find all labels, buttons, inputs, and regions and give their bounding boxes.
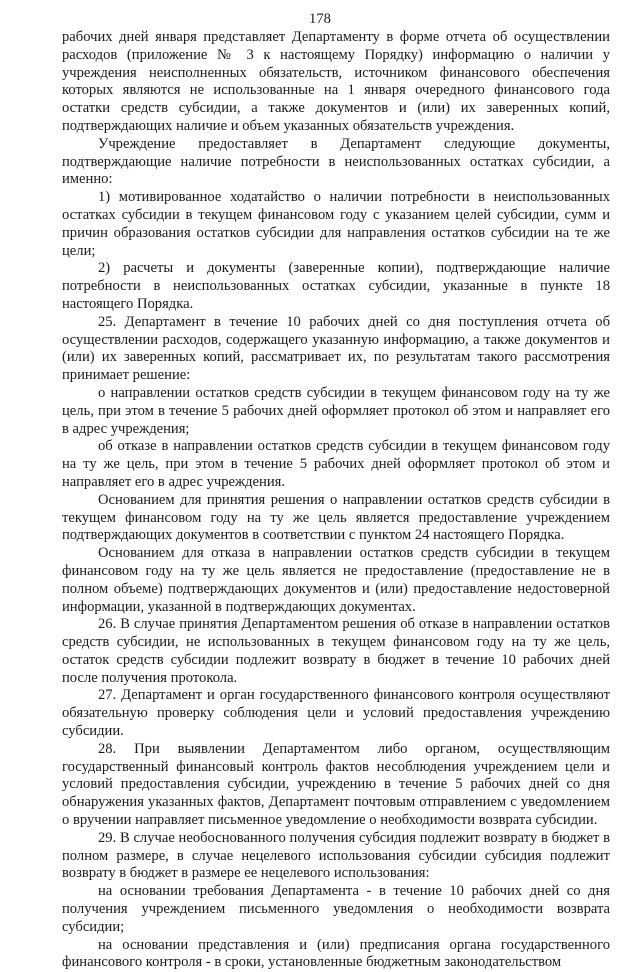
paragraph: Учреждение предоставляет в Департамент следующие документы, подтверждающие наличие потребности в неиспользованных остатках субсидии, а именно: bbox=[62, 135, 610, 188]
paragraph: об отказе в направлении остатков средств субсидии в текущем финансовом году на ту же цель, при этом в течение 5 рабочих дней оформляет протокол об этом и направляет его в адрес учреждения. bbox=[62, 438, 610, 490]
paragraph: 28. При выявлении Департаментом либо органом, осуществляющим государственный финансовый контроль фактов несоблюдения учреждением цели и условий предоставления субсидии, учреждению в течение 5 рабочих дней со дня обнаружения указанных фактов, Департамент почтовым отправлением с уведомлением о вручении направляет письменное уведомление о необходимости возврата субсидии. bbox=[62, 740, 610, 829]
page-number: 178 bbox=[309, 11, 331, 27]
paragraph: 26. В случае принятия Департаментом решения об отказе в направлении остатков средств субсидии, не использованных в текущем финансовом году на ту же цель, остаток средств субсидии подлежит возврату в бюджет в течение 10 рабочих дней после получения протокола. bbox=[62, 616, 610, 686]
paragraph: о направлении остатков средств субсидии в текущем финансовом году на ту же цель, при этом в течение 5 рабочих дней оформляет протокол об этом и направляет его в адрес учреждения; bbox=[62, 384, 610, 437]
paragraph: на основании представления и (или) предписания органа государственного финансового контроля - в сроки, установленные бюджетным законодательством bbox=[62, 936, 610, 971]
paragraph: Основанием для принятия решения о направлении остатков средств субсидии в текущем финансовом году на ту же цель является предоставление учреждением подтверждающих документов в соответствии с пунктом 24 настоящего Порядка. bbox=[62, 491, 610, 544]
paragraph: 1) мотивированное ходатайство о наличии потребности в неиспользованных остатках субсидии в текущем финансовом году с указанием целей субсидии, сумм и причин образования остатков субсидии для направления остатков субсидии на те же цели; bbox=[62, 189, 610, 259]
paragraph: 25. Департамент в течение 10 рабочих дней со дня поступления отчета об осуществлении расходов, содержащего указанную информацию, а также документов и (или) их заверенных копий, рассматривает их, по результатам такого рассмотрения принимает решение: bbox=[62, 313, 610, 384]
paragraph: рабочих дней января представляет Департаменту в форме отчета об осуществлении расходов (приложение № 3 к настоящему Порядку) информацию о наличии у учреждения неисполненных обязательств, источником финансового обеспечения которых являются не использованные на 1 января очередного финансового года остатки средств субсидии, а также документов и (или) их заверенных копий, подтверждающих наличие и объем указанных обязательств учреждения. bbox=[62, 29, 610, 134]
paragraph: на основании требования Департамента - в течение 10 рабочих дней со дня получения учреждением письменного уведомления о необходимости возврата субсидии; bbox=[62, 883, 610, 935]
paragraph: 27. Департамент и орган государственного финансового контроля осуществляют обязательную проверку соблюдения цели и условий предоставления учреждению субсидии. bbox=[62, 687, 610, 740]
paragraph: 29. В случае необоснованного получения субсидия подлежит возврату в бюджет в полном размере, в случае нецелевого использования субсидии субсидия подлежит возврату в бюджет в размере ее нецелевого использования: bbox=[62, 829, 610, 882]
document-body bbox=[62, 29, 610, 972]
paragraph: Основанием для отказа в направлении остатков средств субсидии в текущем финансовом году на ту же цель является не предоставление (предоставление не в полном объеме) подтверждающих документов и (или) предоставление недостоверной информации, указанной в подтверждающих документах. bbox=[62, 545, 610, 615]
paragraph: 2) расчеты и документы (заверенные копии), подтверждающие наличие потребности в неиспользованных остатках субсидии, указанные в пункте 18 настоящего Порядка. bbox=[62, 260, 610, 312]
